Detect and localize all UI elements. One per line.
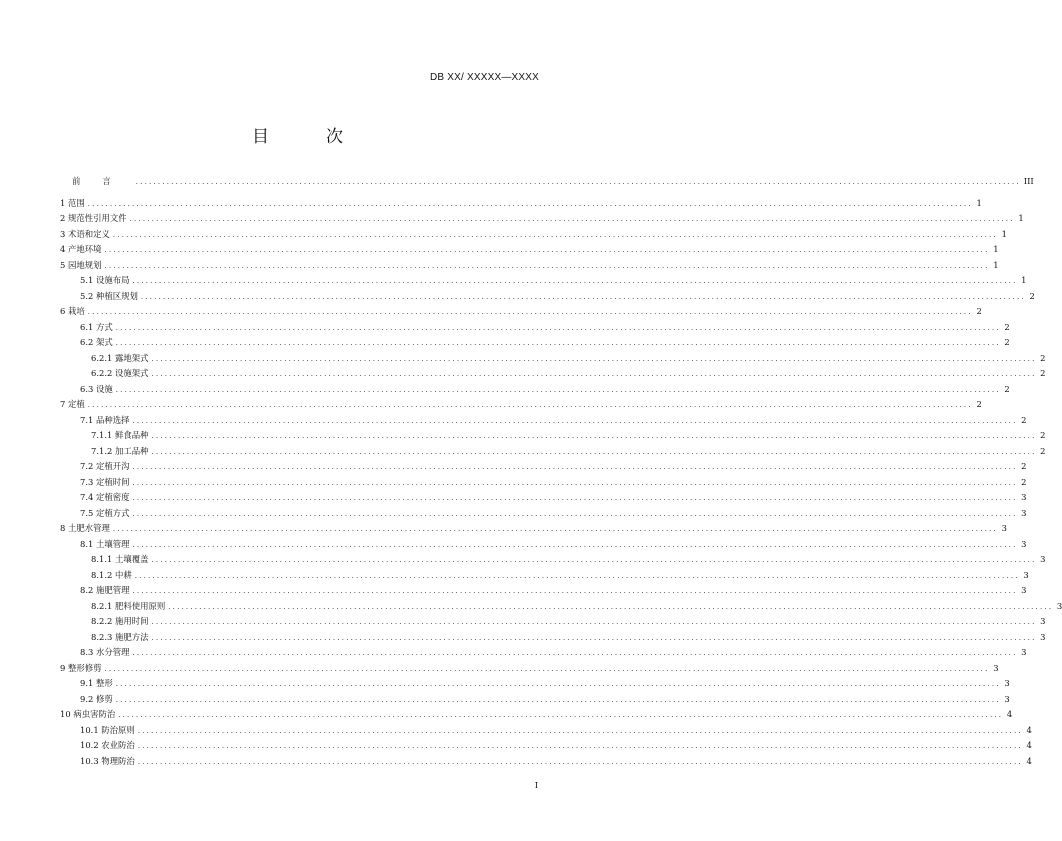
- toc-entry-label: 6.2 架式: [80, 337, 113, 347]
- toc-leader-dots: ........................................................................................................................................................................................................: [151, 447, 1037, 456]
- toc-entry[interactable]: [60, 506, 1027, 522]
- toc-entry-page: 2: [1021, 414, 1027, 425]
- page-title: 目 次: [252, 127, 363, 147]
- toc-leader-dots: ........................................................................................................................................................................................................: [132, 277, 1018, 285]
- toc-leader-dots: ........................................................................................................................................................................................................: [132, 463, 1018, 471]
- toc-entry-page: 2: [1040, 352, 1046, 363]
- toc-entry[interactable]: [60, 289, 1035, 305]
- toc-entry[interactable]: [60, 754, 1032, 770]
- toc-entry-label: 9.2 修剪: [80, 693, 113, 704]
- toc-leader-dots: ........................................................................................................................................................................................................: [104, 664, 990, 673]
- toc-leader-dots: ........................................................................................................................................................................................................: [151, 633, 1037, 642]
- toc-entry-page: 3: [1040, 616, 1046, 626]
- toc-leader-dots: ........................................................................................................................................................................................................: [140, 292, 1026, 301]
- toc-entry-label: 7.3 定植时间: [80, 476, 130, 487]
- toc-entry[interactable]: [60, 738, 1032, 754]
- toc-entry-label: 7 定植: [60, 399, 85, 409]
- toc-entry-page: 2: [1040, 368, 1046, 378]
- toc-leader-dots: ........................................................................................................................................................................................................: [112, 230, 998, 239]
- toc-entry-label: 10 病虫害防治: [60, 709, 116, 719]
- toc-entry-page: 3: [1001, 523, 1007, 533]
- toc-entry[interactable]: [60, 211, 1024, 227]
- toc-entry-label: 1 范围: [60, 197, 85, 208]
- toc-entry-page: 2: [976, 399, 982, 409]
- toc-entry-label: 8.1.1 土壤覆盖: [91, 554, 149, 564]
- toc-entry[interactable]: [60, 614, 1046, 630]
- toc-entry-page: 3: [1056, 600, 1062, 611]
- toc-entry[interactable]: [60, 645, 1027, 661]
- toc-entry[interactable]: [60, 475, 1027, 491]
- toc-entry[interactable]: [60, 242, 999, 258]
- toc-entry-label: 5.1 设施布局: [80, 275, 130, 285]
- table-of-contents: [60, 174, 1062, 769]
- toc-leader-dots: ........................................................................................................................................................................................................: [118, 711, 1004, 719]
- toc-entry-page: 3: [1023, 569, 1029, 580]
- toc-entry-page: III: [1023, 176, 1034, 186]
- toc-leader-dots: ........................................................................................................................................................................................................: [87, 199, 973, 208]
- toc-leader-dots: ........................................................................................................................................................................................................: [168, 602, 1054, 611]
- toc-entry[interactable]: [60, 707, 1013, 723]
- toc-entry-label: 10.2 农业防治: [80, 740, 135, 750]
- toc-leader-dots: ........................................................................................................................................................................................................: [137, 757, 1023, 766]
- toc-entry-page: 3: [1021, 647, 1027, 657]
- toc-leader-dots: ........................................................................................................................................................................................................: [115, 695, 1001, 704]
- toc-entry-label: 8.1.2 中耕: [91, 569, 132, 580]
- toc-entry[interactable]: [60, 459, 1027, 475]
- toc-entry-page: 4: [1026, 724, 1032, 735]
- toc-leader-dots: ........................................................................................................................................................................................................: [132, 478, 1018, 487]
- toc-entry-label: 10.1 防治原则: [80, 724, 135, 735]
- toc-entry[interactable]: [60, 583, 1027, 599]
- toc-leader-dots: ........................................................................................................................................................................................................: [151, 556, 1037, 564]
- toc-entry[interactable]: [60, 258, 999, 274]
- toc-entry[interactable]: [60, 723, 1032, 739]
- document-code: DB XX/ XXXXX—XXXX: [430, 72, 539, 83]
- toc-entry-page: 1: [976, 197, 982, 208]
- toc-entry[interactable]: [60, 692, 1010, 708]
- toc-entry-label: 9 整形修剪: [60, 662, 102, 673]
- toc-entry-label: 7.5 定植方式: [80, 507, 130, 518]
- toc-entry-label: 8.2.3 施肥方法: [91, 631, 149, 642]
- toc-entry-label: 6 栽培: [60, 306, 85, 316]
- toc-entry-page: 3: [1021, 538, 1027, 549]
- toc-entry-page: 4: [1026, 740, 1032, 750]
- toc-entry[interactable]: [60, 397, 982, 413]
- toc-entry-label: 7.1.1 鲜食品种: [91, 430, 149, 440]
- toc-entry[interactable]: [60, 444, 1046, 460]
- toc-leader-dots: ........................................................................................................................................................................................................: [151, 354, 1037, 363]
- toc-entry-page: 3: [1021, 507, 1027, 518]
- toc-entry-label: 6.1 方式: [80, 321, 113, 332]
- toc-entry[interactable]: [60, 382, 1010, 398]
- toc-entry-label: 4 产地环境: [60, 244, 102, 254]
- toc-entry-label: 8.1 土壤管理: [80, 538, 130, 549]
- toc-leader-dots: ........................................................................................................................................................................................................: [132, 494, 1018, 502]
- toc-entry[interactable]: [60, 552, 1046, 568]
- toc-entry-page: 1: [993, 259, 999, 270]
- toc-entry-label: 9.1 整形: [80, 678, 113, 688]
- toc-leader-dots: ........................................................................................................................................................................................................: [115, 680, 1001, 688]
- toc-leader-dots: ........................................................................................................................................................................................................: [151, 432, 1037, 440]
- toc-entry[interactable]: [60, 428, 1046, 444]
- toc-entry-page: 1: [1021, 275, 1027, 285]
- toc-entry[interactable]: [60, 273, 1027, 289]
- toc-entry-label: 7.2 定植开沟: [80, 461, 130, 471]
- toc-entry-label: 3 术语和定义: [60, 228, 110, 239]
- toc-leader-dots: ........................................................................................................................................................................................................: [132, 416, 1018, 425]
- toc-entry-page: 2: [1004, 337, 1010, 347]
- toc-entry[interactable]: [60, 599, 1062, 615]
- toc-leader-dots: ........................................................................................................................................................................................................: [87, 401, 973, 409]
- toc-entry[interactable]: [60, 320, 1010, 336]
- toc-entry-page: 2: [1004, 383, 1010, 394]
- toc-entry-page: 3: [1040, 554, 1046, 564]
- toc-entry-label: 8.2 施肥管理: [80, 585, 130, 595]
- toc-entry-label: 7.1 品种选择: [80, 414, 130, 425]
- toc-leader-dots: ........................................................................................................................................................................................................: [151, 370, 1037, 378]
- toc-leader-dots: ........................................................................................................................................................................................................: [115, 385, 1001, 394]
- toc-entry-label: 8.2.1 肥料使用原则: [91, 600, 166, 611]
- toc-leader-dots: ........................................................................................................................................................................................................: [151, 618, 1037, 626]
- toc-leader-dots: ........................................................................................................................................................................................................: [112, 525, 998, 533]
- toc-entry[interactable]: [60, 490, 1027, 506]
- toc-entry-page: 2: [1021, 476, 1027, 487]
- toc-entry-label: 8 土肥水管理: [60, 523, 110, 533]
- toc-entry-label: 6.2.1 露地架式: [91, 352, 149, 363]
- page-number: I: [534, 780, 538, 790]
- toc-entry[interactable]: [60, 521, 1007, 537]
- toc-entry[interactable]: [60, 630, 1046, 646]
- toc-leader-dots: ........................................................................................................................................................................................................: [104, 261, 990, 270]
- toc-entry-page: 2: [976, 306, 982, 316]
- toc-entry-page: 3: [1021, 585, 1027, 595]
- toc-entry[interactable]: [60, 537, 1027, 553]
- toc-entry[interactable]: [60, 227, 1007, 243]
- toc-entry[interactable]: [60, 568, 1029, 584]
- toc-leader-dots: ........................................................................................................................................................................................................: [115, 339, 1001, 347]
- toc-entry-page: 2: [1040, 445, 1046, 456]
- toc-leader-dots: ........................................................................................................................................................................................................: [137, 726, 1023, 735]
- toc-leader-dots: ........................................................................................................................................................................................................: [115, 323, 1001, 332]
- toc-leader-dots: ........................................................................................................................................................................................................: [135, 178, 1021, 186]
- toc-entry-label: 8.2.2 施用时间: [91, 616, 149, 626]
- toc-leader-dots: ........................................................................................................................................................................................................: [104, 246, 990, 254]
- toc-entry-label: 8.3 水分管理: [80, 647, 130, 657]
- toc-leader-dots: ........................................................................................................................................................................................................: [132, 649, 1018, 657]
- toc-entry[interactable]: [60, 366, 1046, 382]
- toc-entry-label: 2 规范性引用文件: [60, 213, 127, 223]
- toc-entry-label: 6.3 设施: [80, 383, 113, 394]
- toc-entry-label: 5 园地规划: [60, 259, 102, 270]
- toc-entry[interactable]: [60, 413, 1027, 429]
- toc-entry[interactable]: [60, 335, 1010, 351]
- toc-leader-dots: ........................................................................................................................................................................................................: [87, 308, 973, 316]
- toc-leader-dots: ........................................................................................................................................................................................................: [132, 587, 1018, 595]
- toc-entry-page: 3: [1021, 492, 1027, 502]
- toc-entry[interactable]: [60, 661, 999, 677]
- toc-entry-page: 3: [993, 662, 999, 673]
- toc-entry[interactable]: [60, 304, 982, 320]
- toc-entry-page: 2: [1004, 321, 1010, 332]
- toc-entry-page: 4: [1026, 755, 1032, 766]
- toc-entry-label: 10.3 物理防治: [80, 755, 135, 766]
- toc-entry-page: 3: [1004, 678, 1010, 688]
- toc-entry-page: 3: [1040, 631, 1046, 642]
- toc-entry-label: 7.1.2 加工品种: [91, 445, 149, 456]
- toc-entry-preface[interactable]: [60, 174, 1034, 190]
- toc-entry-label: 6.2.2 设施架式: [91, 368, 149, 378]
- toc-leader-dots: ........................................................................................................................................................................................................: [132, 540, 1018, 549]
- toc-leader-dots: ........................................................................................................................................................................................................: [129, 215, 1015, 223]
- toc-leader-dots: ........................................................................................................................................................................................................: [137, 742, 1023, 750]
- toc-entry-page: 1: [1001, 228, 1007, 239]
- toc-entry-label: 前言: [72, 176, 133, 186]
- toc-leader-dots: ........................................................................................................................................................................................................: [134, 571, 1020, 580]
- toc-leader-dots: ........................................................................................................................................................................................................: [132, 509, 1018, 518]
- toc-entry[interactable]: [60, 676, 1010, 692]
- toc-entry-page: 2: [1040, 430, 1046, 440]
- toc-entry-label: 5.2 种植区规划: [80, 290, 138, 301]
- toc-entry-page: 1: [1018, 213, 1024, 223]
- toc-entry-page: 4: [1006, 709, 1013, 719]
- toc-entry[interactable]: [60, 196, 982, 212]
- toc-entry-page: 2: [1029, 290, 1035, 301]
- toc-entry-page: 2: [1021, 461, 1027, 471]
- toc-entry-page: 1: [993, 244, 999, 254]
- toc-entry-label: 7.4 定植密度: [80, 492, 130, 502]
- toc-entry[interactable]: [60, 351, 1046, 367]
- toc-entry-page: 3: [1004, 693, 1010, 704]
